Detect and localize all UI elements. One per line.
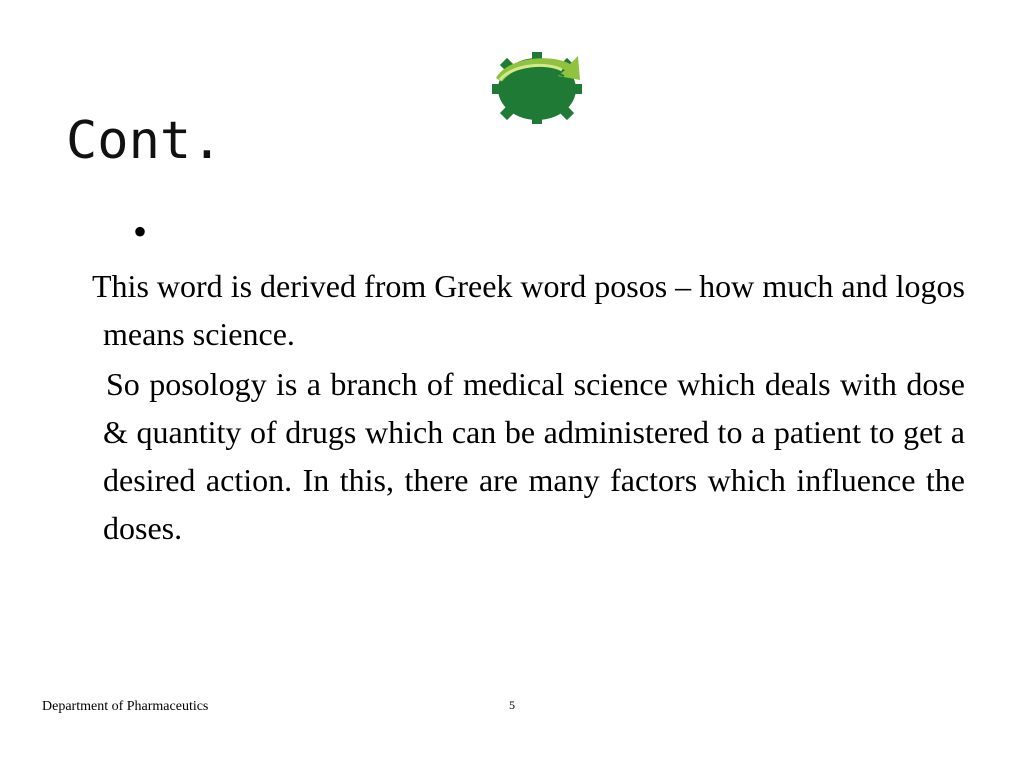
footer-department: Department of Pharmaceutics: [42, 699, 209, 714]
bullet-point: •: [133, 209, 148, 254]
paragraph-etymology: This word is derived from Greek word posos – how much and logos means science.: [92, 268, 965, 352]
slide-body: [92, 262, 965, 552]
gear-arrow-logo-icon: [490, 50, 584, 126]
page-number: 5: [509, 698, 515, 712]
paragraph-definition: So posology is a branch of medical science which deals with dose & quantity of drugs which can be administered to a patient to get a desired action. In this, there are many factors which influence the doses.: [103, 366, 965, 546]
slide-title: Cont.: [66, 111, 223, 171]
